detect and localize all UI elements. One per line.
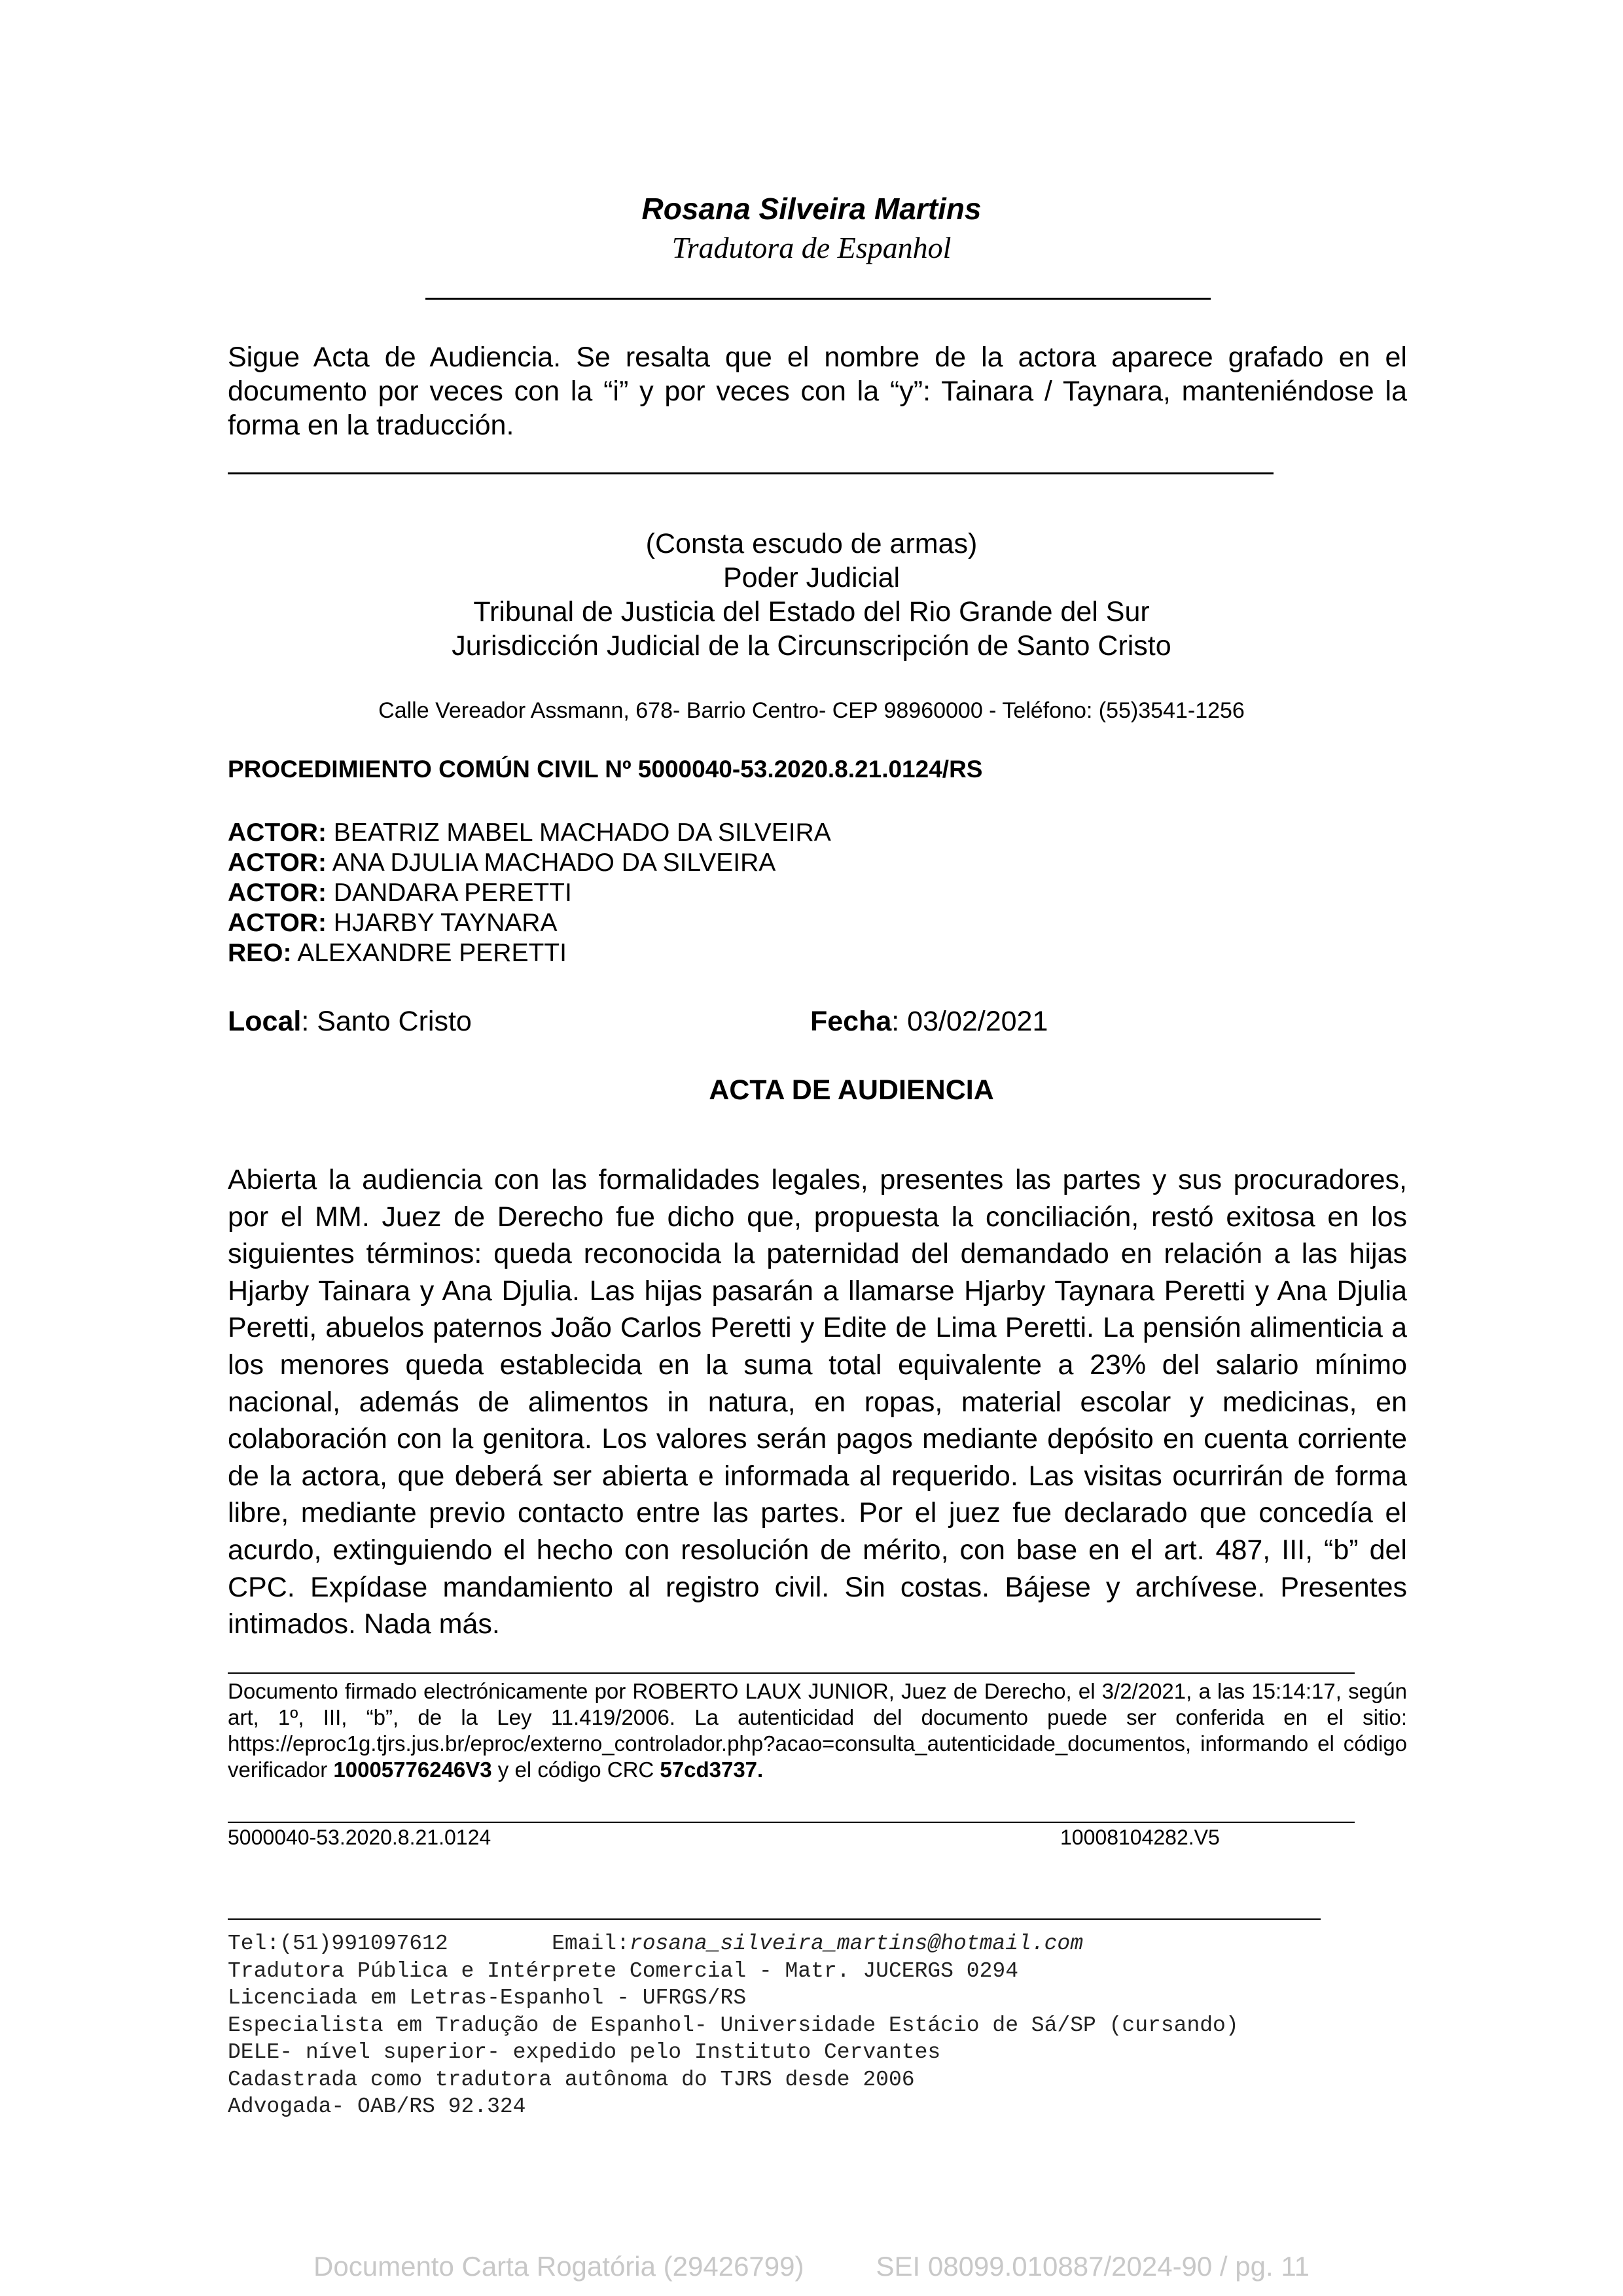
- contact-divider: [228, 1918, 1321, 1920]
- contact-line: Cadastrada como tradutora autônoma do TJRS desde 2006: [228, 2067, 915, 2092]
- party-item: ACTOR: BEATRIZ MABEL MACHADO DA SILVEIRA: [228, 819, 831, 847]
- translator-role: Tradutora de Espanhol: [671, 231, 952, 264]
- party-item: ACTOR: ANA DJULIA MACHADO DA SILVEIRA: [228, 849, 776, 877]
- translator-contact-block: [228, 1930, 1239, 2121]
- party-item: REO: ALEXANDRE PERETTI: [228, 939, 567, 967]
- party-item: ACTOR: DANDARA PERETTI: [228, 879, 572, 907]
- jurisdiction-name: Jurisdicción Judicial de la Circunscripción de Santo Cristo: [452, 630, 1171, 662]
- party-item: ACTOR: HJARBY TAYNARA: [228, 909, 558, 937]
- coat-of-arms-note: (Consta escudo de armas): [645, 528, 978, 559]
- court-address: Calle Vereador Assmann, 678- Barrio Centro- CEP 98960000 - Teléfono: (55)3541-1256: [378, 698, 1245, 723]
- contact-line: Advogada- OAB/RS 92.324: [228, 2094, 526, 2119]
- hearing-body-text: Abierta la audiencia con las formalidades legales, presentes las partes y sus procuradores, por el MM. Juez de Derecho fue dicho que, propuesta la conciliación, restó exitosa en los siguientes términos: queda reconocida la paternidad del demandado en relación a las hijas Hjarby Tainara y Ana Djulia. Las hijas pasarán a llamarse Hjarby Taynara Peretti y Ana Djulia Peretti, abuelos paternos João Carlos Peretti y Edite de Lima Peretti. La pensión alimenticia a los menores queda establecida en la suma total equivalente a 23% del salario mínimo nacional, además de alimentos in natura, en ropas, material escolar y medicinas, en colaboración con la genitora. Los valores serán pagos mediante depósito en cuenta corriente de la actora, que deberá ser abierta e informada al requerido. Las visitas ocurrirán de forma libre, mediante previo contacto entre las partes. Por el juez fue declarado que concedía el acurdo, extinguiendo el hecho con resolución de mérito, con base en el art. 487, III, “b” del CPC. Expídase mandamiento al registro civil. Sin costas. Bájese y archívese. Presentes intimados. Nada más.: [228, 1164, 1407, 1640]
- document-title: ACTA DE AUDIENCIA: [709, 1074, 994, 1106]
- note-divider: [228, 472, 1274, 474]
- hearing-date: Fecha: 03/02/2021: [810, 1006, 1048, 1037]
- signature-divider-bottom: [228, 1822, 1355, 1823]
- process-number-footer: 5000040-53.2020.8.21.0124: [228, 1826, 491, 1849]
- procedure-number: PROCEDIMIENTO COMÚN CIVIL Nº 5000040-53.2020.8.21.0124/RS: [228, 756, 983, 783]
- electronic-signature-note: Documento firmado electrónicamente por ROBERTO LAUX JUNIOR, Juez de Derecho, el 3/2/2021, a las 15:14:17, según art, 1º, III, “b”, de la Ley 11.419/2006. La autenticidad del documento puede ser conferida en el sitio: https://eproc1g.tjrs.jus.br/eproc/externo_controlador.php?acao=consulta_autenticidade_documentos, informando el código verificador 10005776246V3 y el código CRC 57cd3737.: [228, 1679, 1407, 1782]
- hearing-location: Local: Santo Cristo: [228, 1006, 472, 1037]
- parties-list: [228, 818, 831, 968]
- signature-divider-top: [228, 1672, 1355, 1674]
- contact-phone-email-line: Tel:(51)991097612 Email:rosana_silveira_martins@hotmail.com: [228, 1932, 1084, 1956]
- contact-line: Especialista em Tradução de Espanhol- Universidade Estácio de Sá/SP (cursando): [228, 2013, 1239, 2038]
- sei-watermark: Documento Carta Rogatória (29426799) SEI 08099.010887/2024-90 / pg. 11: [313, 2251, 1310, 2282]
- judicial-power: Poder Judicial: [722, 562, 901, 593]
- header-divider: [425, 298, 1211, 300]
- contact-email: rosana_silveira_martins@hotmail.com: [629, 1932, 1084, 1956]
- document-version-footer: 10008104282.V5: [1060, 1826, 1220, 1849]
- contact-line: Licenciada em Letras-Espanhol - UFRGS/RS: [228, 1986, 747, 2010]
- tribunal-name: Tribunal de Justicia del Estado del Rio Grande del Sur: [473, 596, 1150, 627]
- contact-line: DELE- nível superior- expedido pelo Instituto Cervantes: [228, 2040, 941, 2064]
- contact-line: Tradutora Pública e Intérprete Comercial - Matr. JUCERGS 0294: [228, 1958, 1018, 1983]
- translator-note: Sigue Acta de Audiencia. Se resalta que el nombre de la actora aparece grafado en el documento por veces con la “i” y por veces con la “y”: Tainara / Taynara, manteniéndose la forma en la traducción.: [228, 342, 1407, 441]
- court-heading: [0, 527, 1623, 663]
- translator-name: Rosana Silveira Martins: [641, 192, 982, 226]
